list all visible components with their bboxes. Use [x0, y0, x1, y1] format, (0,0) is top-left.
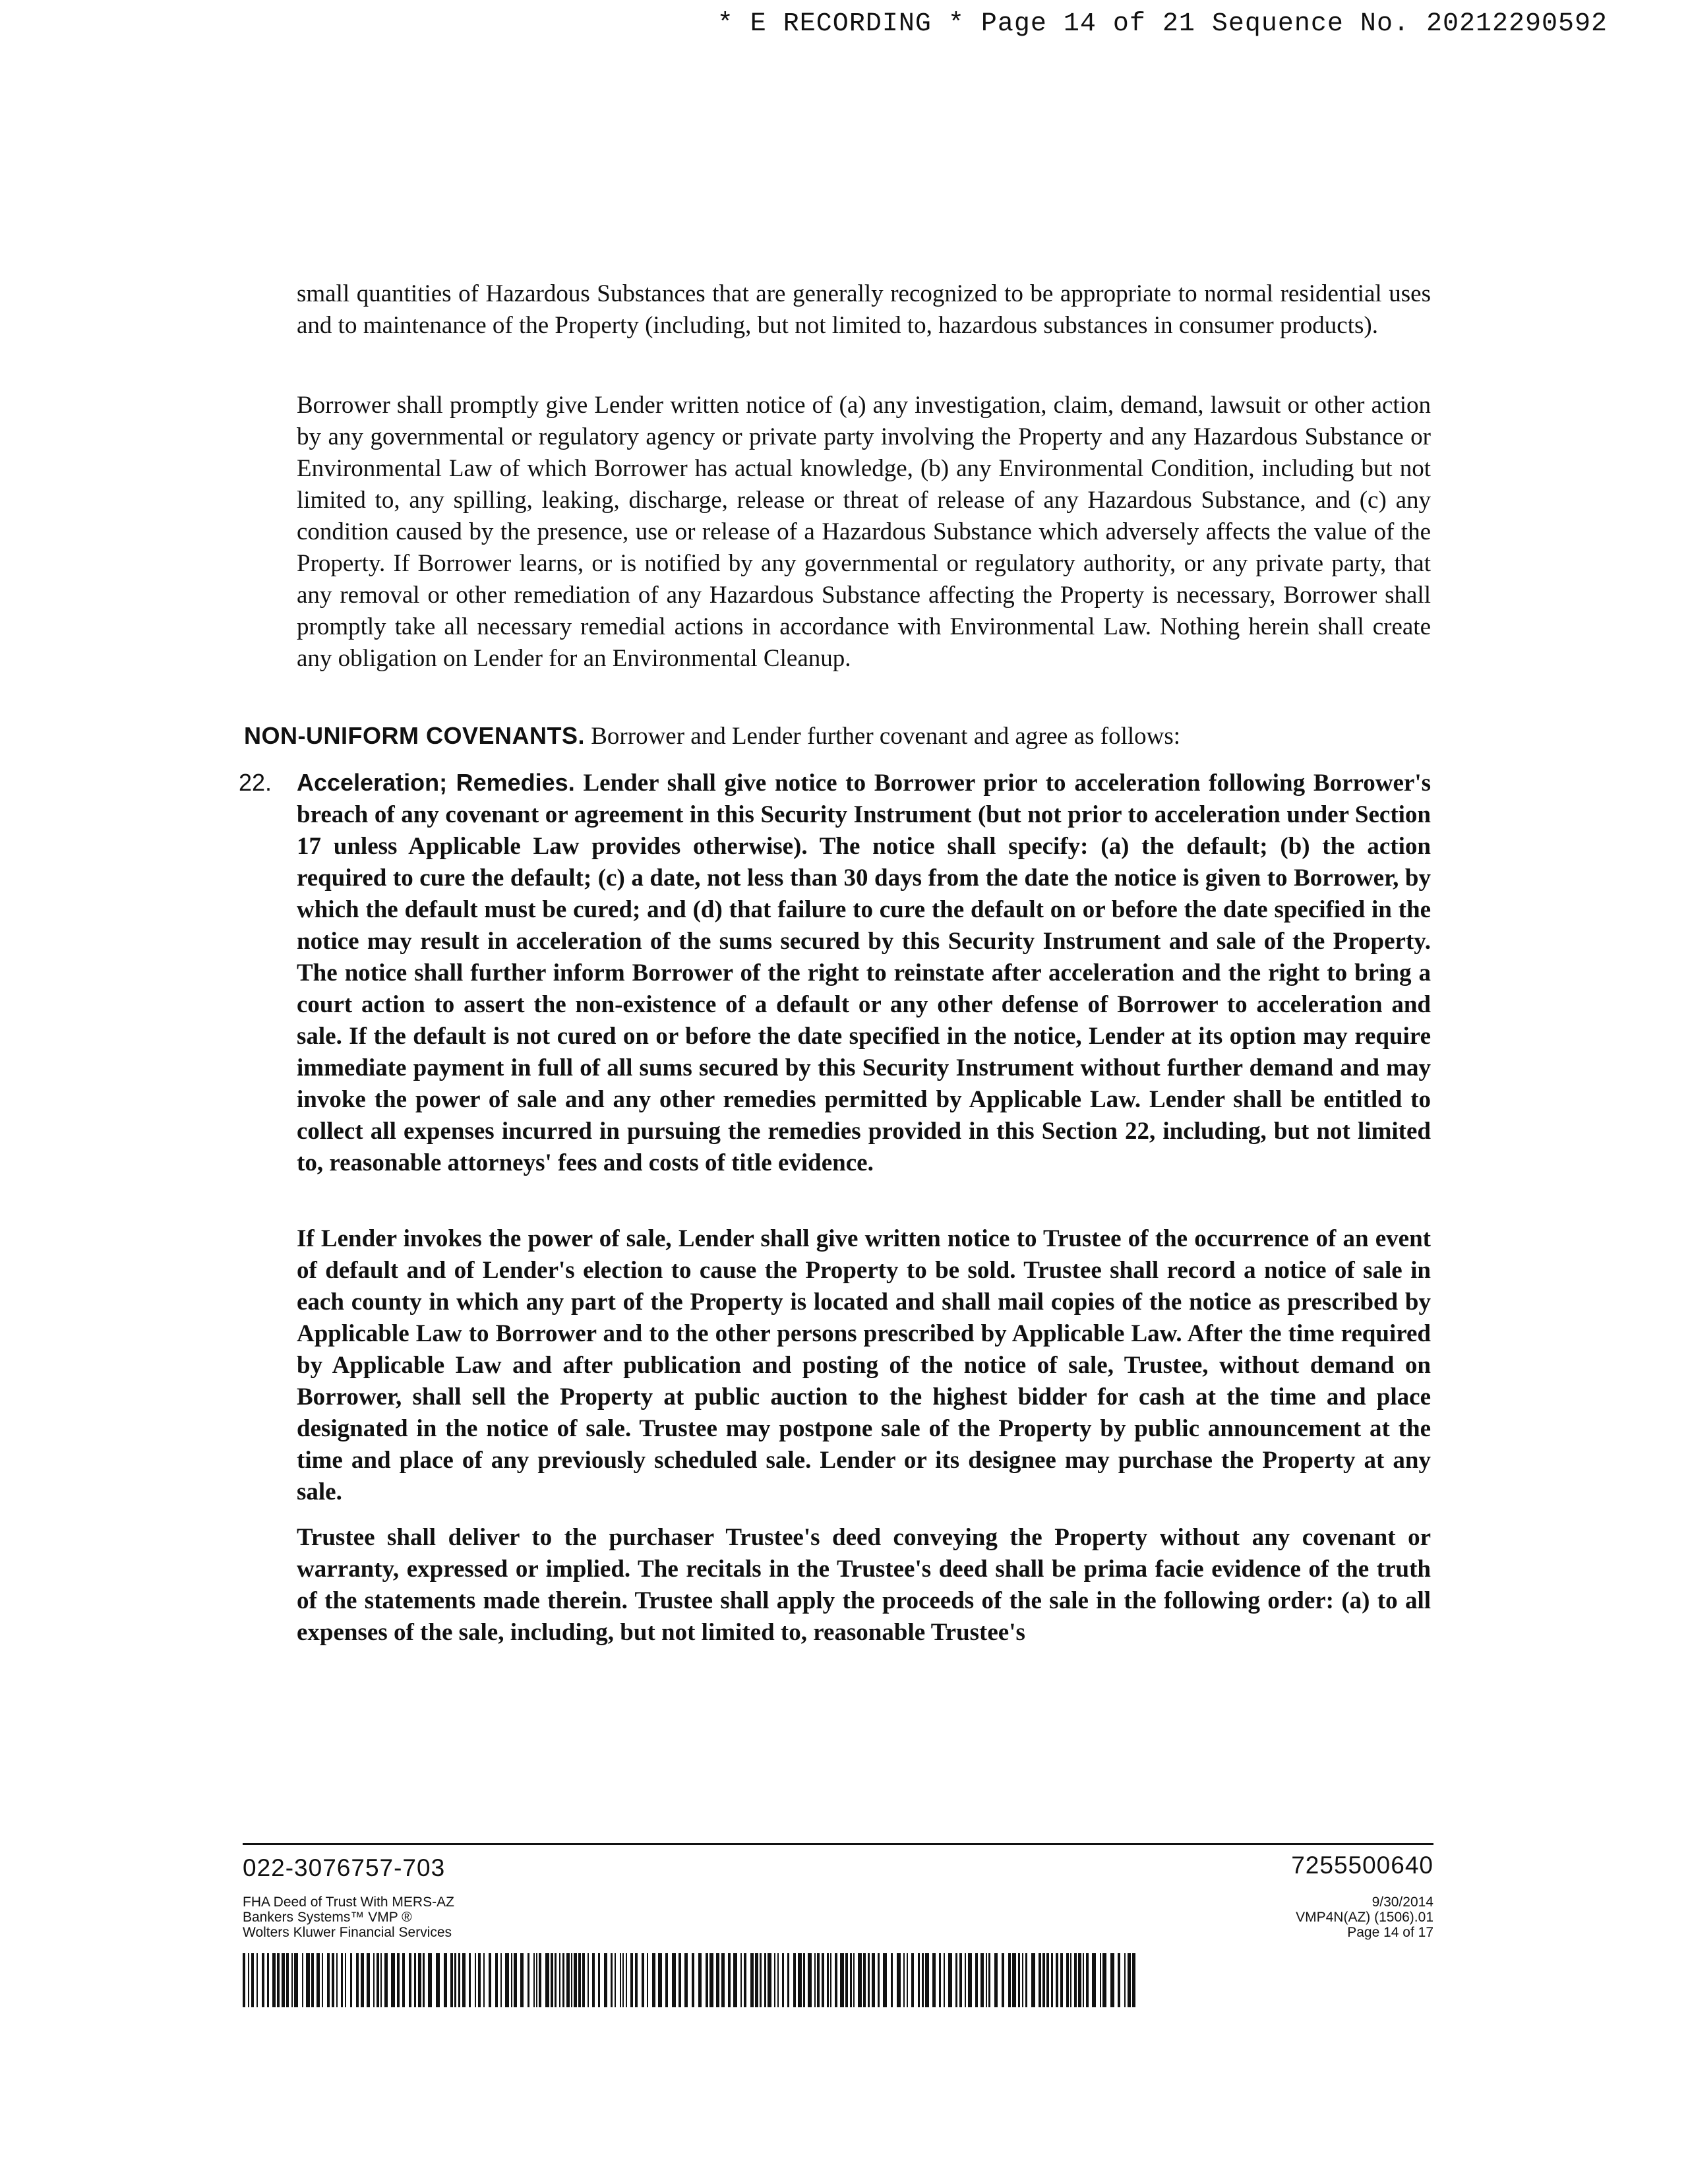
footer-divider: [243, 1843, 1433, 1845]
form-date: 9/30/2014: [1372, 1895, 1433, 1910]
covenants-heading: NON-UNIFORM COVENANTS.: [244, 722, 585, 749]
document-number: 7255500640: [1291, 1852, 1433, 1879]
section-22-paragraph: [297, 767, 1431, 1179]
section-title: Acceleration; Remedies.: [297, 769, 575, 796]
form-vendor: Bankers Systems™ VMP ®: [243, 1910, 412, 1925]
form-meta: [1296, 1895, 1433, 1940]
form-info: [243, 1895, 454, 1940]
form-page: Page 14 of 17: [1347, 1925, 1433, 1940]
barcode: [243, 1953, 1137, 2007]
form-code: VMP4N(AZ) (1506).01: [1296, 1910, 1433, 1925]
recording-header: * E RECORDING * Page 14 of 21 Sequence No. 20212290592: [717, 9, 1608, 39]
trustee-deed-text: Trustee shall deliver to the purchaser Trustee's deed conveying the Property without any covenant or warranty, expressed or implied. The recitals in the Trustee's deed shall be prima facie evidence of the truth of the statements made therein. Trustee shall apply the proceeds of the sale in the following order: (a) to all expenses of the sale, including, but not limited to, reasonable Trustee's: [297, 1524, 1431, 1646]
hazard-continuation-paragraph: [297, 278, 1431, 342]
form-name: FHA Deed of Trust With MERS-AZ: [243, 1895, 454, 1910]
form-company: Wolters Kluwer Financial Services: [243, 1925, 452, 1940]
non-uniform-covenants-line: [244, 720, 1180, 752]
borrower-notice-text: Borrower shall promptly give Lender written notice of (a) any investigation, claim, demand, lawsuit or other action by any governmental or regulatory agency or private party involving the Property and any Hazardous Substance or Environmental Law of which Borrower has actual knowledge, (b) any Environmental Condition, including but not limited to, any spilling, leaking, discharge, release or threat of release of any Hazardous Substance, and (c) any condition caused by the presence, use or release of a Hazardous Substance which adversely affects the value of the Property. If Borrower learns, or is notified by any governmental or regulatory authority, or any private party, that any removal or other remediation of any Hazardous Substance affecting the Property is necessary, Borrower shall promptly take all necessary remedial actions in accordance with Environmental Law. Nothing herein shall create any obligation on Lender for an Environmental Cleanup.: [297, 392, 1431, 672]
power-of-sale-text: If Lender invokes the power of sale, Lender shall give written notice to Trustee of the occurrence of an event of default and of Lender's election to cause the Property to be sold. Trustee shall record a notice of sale in each county in which any part of the Property is located and shall mail copies of the notice as prescribed by Applicable Law to Borrower and to the other persons prescribed by Applicable Law. After the time required by Applicable Law and after publication and posting of the notice of sale, Trustee, without demand on Borrower, shall sell the Property at public auction to the highest bidder for cash at the time and place designated in the notice of sale. Trustee may postpone sale of the Property by public announcement at the time and place of any previously scheduled sale. Lender or its designee may purchase the Property at any sale.: [297, 1225, 1431, 1505]
power-of-sale-paragraph: [297, 1223, 1431, 1508]
covenants-intro-text: Borrower and Lender further covenant and agree as follows:: [591, 723, 1181, 750]
trustee-deed-paragraph: [297, 1522, 1431, 1649]
section-number: 22.: [239, 769, 272, 796]
section-22-text: Lender shall give notice to Borrower prior to acceleration following Borrower's breach of any covenant or agreement in this Security Instrument (but not prior to acceleration under Section 17 unless Applicable Law provides otherwise). The notice shall specify: (a) the default; (b) the action required to cure the default; (c) a date, not less than 30 days from the date the notice is given to Borrower, by which the default must be cured; and (d) that failure to cure the default on or before the date specified in the notice may result in acceleration of the sums secured by this Security Instrument and sale of the Property. The notice shall further inform Borrower of the right to reinstate after acceleration and the right to bring a court action to assert the non-existence of a default or any other defense of Borrower to acceleration and sale. If the default is not cured on or before the date specified in the notice, Lender at its option may require immediate payment in full of all sums secured by this Security Instrument without further demand and may invoke the power of sale and any other remedies permitted by Applicable Law. Lender shall be entitled to collect all expenses incurred in pursuing the remedies provided in this Section 22, including, but not limited to, reasonable attorneys' fees and costs of title evidence.: [297, 770, 1432, 1176]
borrower-notice-paragraph: [297, 390, 1431, 675]
hazard-continuation-text: small quantities of Hazardous Substances that are generally recognized to be appropriate to normal residential uses and to maintenance of the Property (including, but not limited to, hazardous substances in consumer products).: [297, 280, 1431, 339]
loan-number: 022-3076757-703: [243, 1854, 446, 1881]
